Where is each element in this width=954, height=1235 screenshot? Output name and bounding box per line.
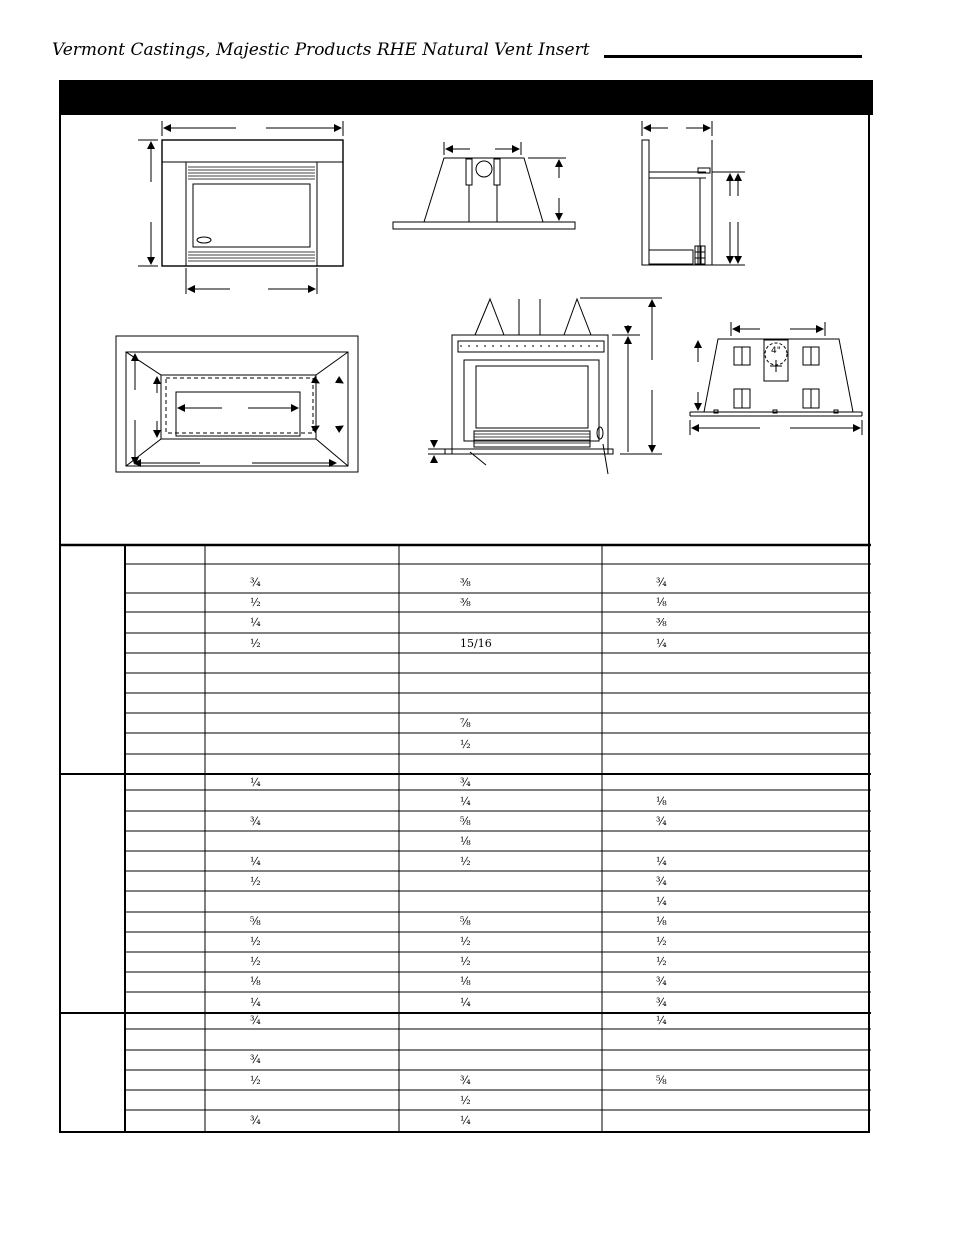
table-cell-value: ¼ [656, 1014, 667, 1027]
table-cell-value: ⅜ [460, 596, 471, 609]
table-cell-value: ¾ [250, 815, 261, 828]
table-cell-value: ⅛ [656, 915, 667, 928]
table-cell-value: ¾ [656, 576, 667, 589]
table-cell-value: ¼ [250, 776, 261, 789]
table-cell-value: ⅛ [656, 795, 667, 808]
table-cell-value: ⅝ [656, 1074, 667, 1087]
table-cell-value: ¾ [250, 1014, 261, 1027]
table-cell-value: ⅛ [250, 975, 261, 988]
table-cell-value: ½ [460, 1094, 471, 1107]
table-cell-value: ¼ [250, 855, 261, 868]
table-cell-value: ¼ [460, 996, 471, 1009]
table-cell-value: ½ [250, 875, 261, 888]
table-cell-value: ⅜ [656, 616, 667, 629]
table-cell-value: ¾ [460, 1074, 471, 1087]
table-cell-value: ¾ [656, 996, 667, 1009]
table-cell-value: ½ [460, 955, 471, 968]
table-cell-value: ½ [250, 955, 261, 968]
table-cell-value: ½ [656, 955, 667, 968]
table-cell-value: ¾ [656, 815, 667, 828]
table-cell-value: ¾ [656, 875, 667, 888]
table-cell-value: ⅜ [460, 576, 471, 589]
table-cell-value: ⅛ [460, 835, 471, 848]
table-cell-value: ¾ [250, 576, 261, 589]
document-title: Vermont Castings, Majestic Products RHE Natural Vent Insert [52, 40, 590, 60]
table-cell-value: ½ [460, 855, 471, 868]
table-cell-value: ½ [250, 637, 261, 650]
table-cell-value: ¼ [250, 616, 261, 629]
table-cell-value: ⅝ [460, 815, 471, 828]
table-cell-value: ½ [250, 935, 261, 948]
table-cell-value: ¾ [250, 1053, 261, 1066]
table-cell-value: ½ [250, 1074, 261, 1087]
table-cell-value: ¼ [656, 855, 667, 868]
vent-size-label: 4" [771, 346, 781, 356]
table-cell-value: ¼ [460, 795, 471, 808]
table-cell-value: ¼ [250, 996, 261, 1009]
table-cell-value: ½ [460, 738, 471, 751]
table-cell-value: ½ [460, 935, 471, 948]
table-cell-value: ⅝ [460, 915, 471, 928]
table-cell-value: ½ [250, 596, 261, 609]
table-cell-value: 15/16 [460, 637, 492, 650]
table-cell-value: ¼ [460, 1114, 471, 1127]
table-cell-value: ⅞ [460, 717, 471, 730]
table-cell-value: ¼ [656, 895, 667, 908]
table-cell-value: ⅝ [250, 915, 261, 928]
table-cell-value: ¾ [460, 776, 471, 789]
table-cell-value: ⅛ [460, 975, 471, 988]
table-cell-value: ½ [656, 935, 667, 948]
table-cell-value: ¾ [656, 975, 667, 988]
table-cell-value: ¼ [656, 637, 667, 650]
table-cell-value: ⅛ [656, 596, 667, 609]
table-cell-value: ¾ [250, 1114, 261, 1127]
